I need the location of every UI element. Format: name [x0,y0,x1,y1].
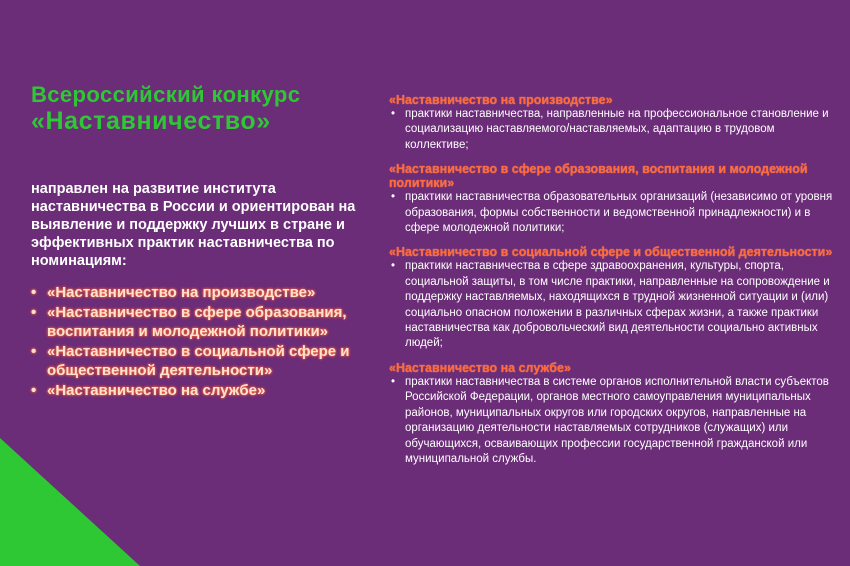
section-description: • практики наставничества в сфере здравоохранения, культуры, спорта, социальной защиты, в том числе практики, направленные на сопровождение и поддержку наставляемых, находящихся в трудной жизненной ситуации и (или) социально опасном положении в различных сферах жизни, а также практики наставничества как добровольческий вид деятельности социально активных людей; [389,259,839,351]
section-education [389,162,839,236]
section-heading: «Наставничество на службе» [389,360,571,375]
nomination-item-social: • «Наставничество в социальной сфере и общественной деятельности» [31,342,361,381]
nomination-descriptions [389,93,839,476]
section-description: • практики наставничества образовательных организаций (независимо от уровня образования, формы собственности и ведомственной принадлежности) и в сфере молодежной политики; [389,190,839,236]
section-heading: «Наставничество на производстве» [389,93,613,107]
page-title [31,84,300,134]
nomination-item-education: • «Наставничество в сфере образования, воспитания и молодежной политики» [31,303,361,342]
section-production [389,93,839,153]
title-line-1: Всероссийский конкурс [31,82,301,107]
section-social [389,245,839,351]
section-description: • практики наставничества в системе органов исполнительной власти субъектов Российской Федерации, органов местного самоуправления муниципальных районов, муниципальных округов или городских округов, направленные на организацию деятельности наставляемых сотрудников (служащих) или обучающихся, осваивающих профессии государственной гражданской или муниципальной службы. [389,375,839,467]
section-heading: «Наставничество в социальной сфере и общественной деятельности» [389,245,833,260]
nomination-item-production: • «Наставничество на производстве» [31,283,361,303]
section-description: • практики наставничества, направленные на профессиональное становление и социализацию наставляемого/наставляемых, адаптацию в трудовом коллективе; [389,107,839,153]
decorative-green-triangle [0,438,140,566]
title-line-2: «Наставничество» [31,107,271,135]
section-heading: «Наставничество в сфере образования, воспитания и молодежной политики» [389,162,808,191]
nominations-list [31,283,361,400]
section-service [389,361,839,467]
nomination-item-service: • «Наставничество на службе» [31,381,361,401]
intro-text: направлен на развитие института наставничества в России и ориентирован на выявление и поддержку лучших в стране и эффективных практик наставничества по номинациям: [31,181,356,269]
